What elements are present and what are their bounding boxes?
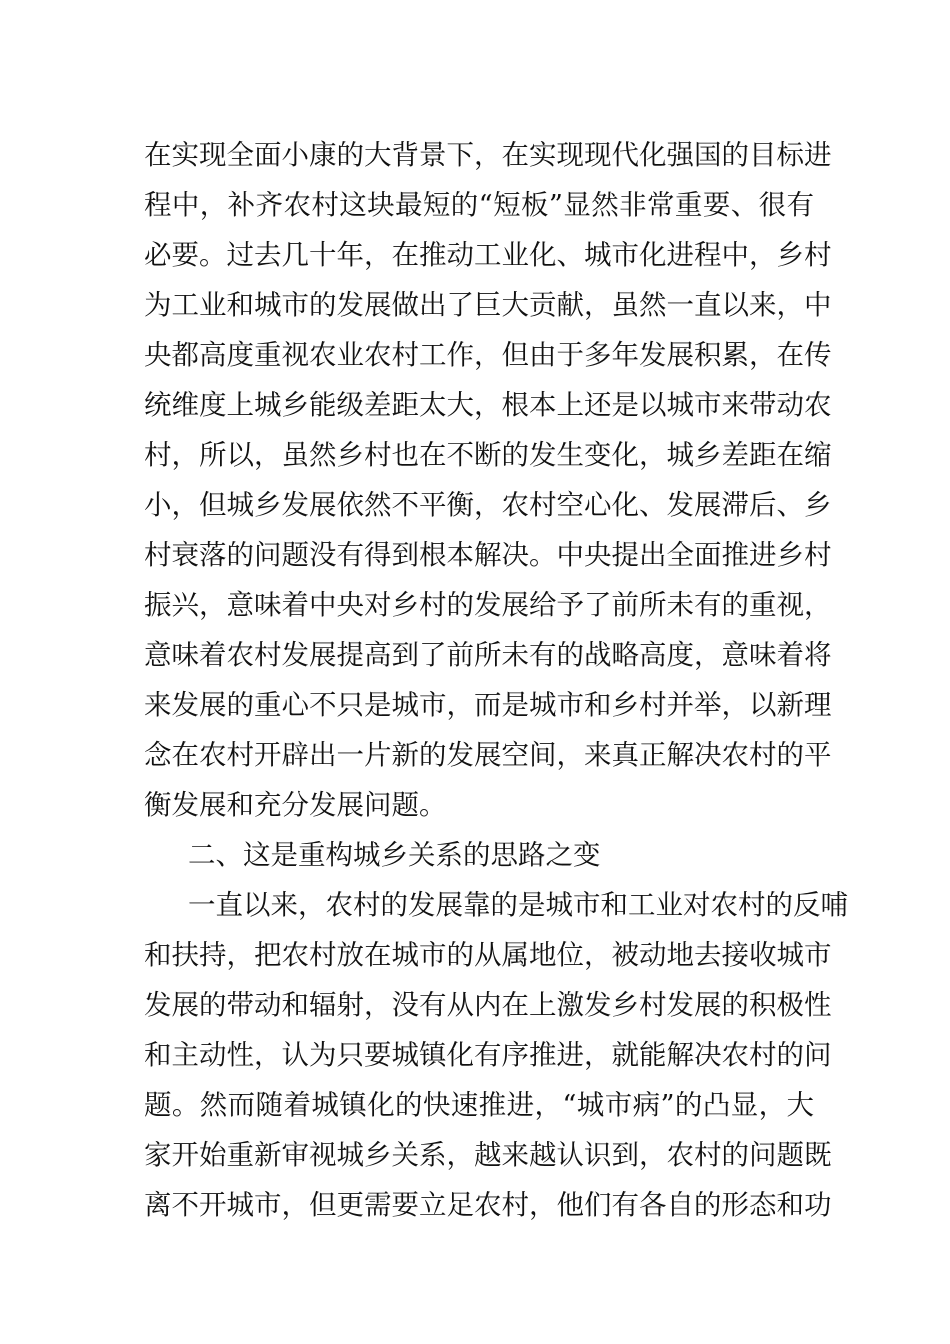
paragraph-line: 程中，补齐农村这块最短的“短板”显然非常重要、很有 [144,189,814,221]
paragraph-line: 央都高度重视农业农村工作，但由于多年发展积累，在传 [144,339,832,371]
paragraph-line: 和主动性，认为只要城镇化有序推进，就能解决农村的问 [144,1039,832,1071]
paragraph-line: 离不开城市，但更需要立足农村，他们有各自的形态和功 [144,1189,832,1221]
paragraph-line: 意味着农村发展提高到了前所未有的战略高度，意味着将 [144,639,832,671]
paragraph-line: 村，所以，虽然乡村也在不断的发生变化，城乡差距在缩 [144,439,832,471]
paragraph-line: 来发展的重心不只是城市，而是城市和乡村并举，以新理 [144,689,832,721]
paragraph-line: 振兴，意味着中央对乡村的发展给予了前所未有的重视， [144,589,832,621]
paragraph-line: 念在农村开辟出一片新的发展空间，来真正解决农村的平 [144,739,832,771]
paragraph-line: 和扶持，把农村放在城市的从属地位，被动地去接收城市 [144,939,832,971]
paragraph-line: 村衰落的问题没有得到根本解决。中央提出全面推进乡村 [144,539,832,571]
section-heading: 二、这是重构城乡关系的思路之变 [188,839,601,871]
paragraph-line: 题。然而随着城镇化的快速推进，“城市病”的凸显，大 [144,1089,814,1121]
paragraph-line: 为工业和城市的发展做出了巨大贡献，虽然一直以来，中 [144,289,832,321]
paragraph-line: 衡发展和充分发展问题。 [144,789,447,821]
paragraph-line: 一直以来，农村的发展靠的是城市和工业对农村的反哺 [188,889,848,921]
paragraph-line: 发展的带动和辐射，没有从内在上激发乡村发展的积极性 [144,989,832,1021]
paragraph-line: 统维度上城乡能级差距太大，根本上还是以城市来带动农 [144,389,832,421]
paragraph-line: 小，但城乡发展依然不平衡，农村空心化、发展滞后、乡 [144,489,832,521]
paragraph-line: 必要。过去几十年，在推动工业化、城市化进程中，乡村 [144,239,832,271]
paragraph-2 [144,880,848,1230]
document-body [144,130,848,1230]
paragraph-line: 家开始重新审视城乡关系，越来越认识到，农村的问题既 [144,1139,832,1171]
paragraph-line: 在实现全面小康的大背景下，在实现现代化强国的目标进 [144,139,832,171]
paragraph-1 [144,130,832,830]
